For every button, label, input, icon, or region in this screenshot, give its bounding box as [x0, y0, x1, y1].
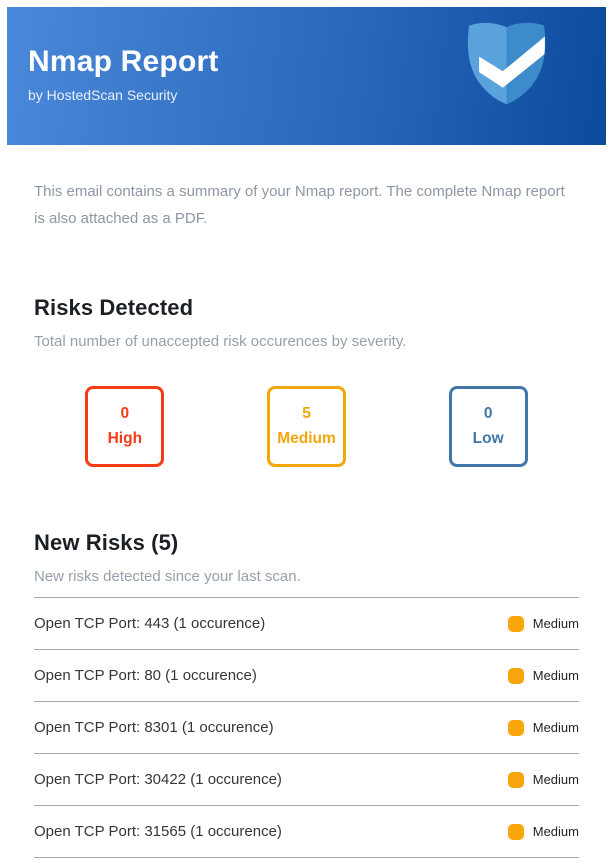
risk-severity: [508, 824, 579, 840]
bottom-spacer: [34, 858, 579, 866]
medium-severity-badge-icon: [508, 772, 524, 788]
risk-name: Open TCP Port: 443 (1 occurence): [34, 615, 266, 632]
risks-detected-title: Risks Detected: [34, 295, 194, 320]
low-count: 0: [483, 405, 493, 422]
banner-text-block: [7, 7, 219, 103]
new-risks-list: [34, 597, 579, 858]
severity-label: Medium: [532, 616, 579, 631]
risk-row: [34, 597, 579, 649]
risk-name: Open TCP Port: 80 (1 occurence): [34, 667, 257, 684]
severity-label: Medium: [532, 824, 579, 839]
risks-detected-subtitle: Total number of unaccepted risk occurences by severity.: [34, 333, 407, 350]
low-severity-box: [449, 386, 528, 467]
medium-severity-badge-icon: [508, 616, 524, 632]
medium-severity-badge-icon: [508, 668, 524, 684]
risk-row: [34, 753, 579, 805]
severity-label: Medium: [532, 720, 579, 735]
severity-col-low: [397, 386, 579, 467]
risk-row: [34, 649, 579, 701]
medium-label: Medium: [277, 430, 336, 447]
severity-col-medium: [216, 386, 398, 467]
medium-severity-badge-icon: [508, 824, 524, 840]
risk-severity: [508, 772, 579, 788]
severity-label: Medium: [532, 772, 579, 787]
low-label: Low: [472, 430, 504, 447]
report-title: Nmap Report: [28, 45, 219, 78]
risk-row: [34, 701, 579, 753]
risk-severity: [508, 720, 579, 736]
new-risks-title: New Risks (5): [34, 530, 179, 555]
risk-severity: [508, 616, 579, 632]
report-header-banner: [7, 7, 606, 145]
new-risks-subtitle: New risks detected since your last scan.: [34, 568, 301, 585]
report-byline: by HostedScan Security: [28, 87, 178, 103]
risk-name: Open TCP Port: 8301 (1 occurence): [34, 719, 274, 736]
severity-label: Medium: [532, 668, 579, 683]
severity-col-high: [34, 386, 216, 467]
high-label: High: [107, 430, 143, 447]
medium-severity-box: [267, 386, 346, 467]
high-count: 0: [120, 405, 130, 422]
intro-paragraph: This email contains a summary of your Nmap report. The complete Nmap report is also attached as a PDF.: [34, 183, 565, 227]
shield-check-icon: [459, 21, 554, 110]
risk-name: Open TCP Port: 31565 (1 occurence): [34, 823, 282, 840]
high-severity-box: [85, 386, 164, 467]
medium-count: 5: [302, 405, 311, 422]
risk-severity: [508, 668, 579, 684]
medium-severity-badge-icon: [508, 720, 524, 736]
severity-summary-row: [34, 386, 579, 467]
risk-row: [34, 805, 579, 857]
email-content: [7, 178, 606, 866]
risk-name: Open TCP Port: 30422 (1 occurence): [34, 771, 282, 788]
